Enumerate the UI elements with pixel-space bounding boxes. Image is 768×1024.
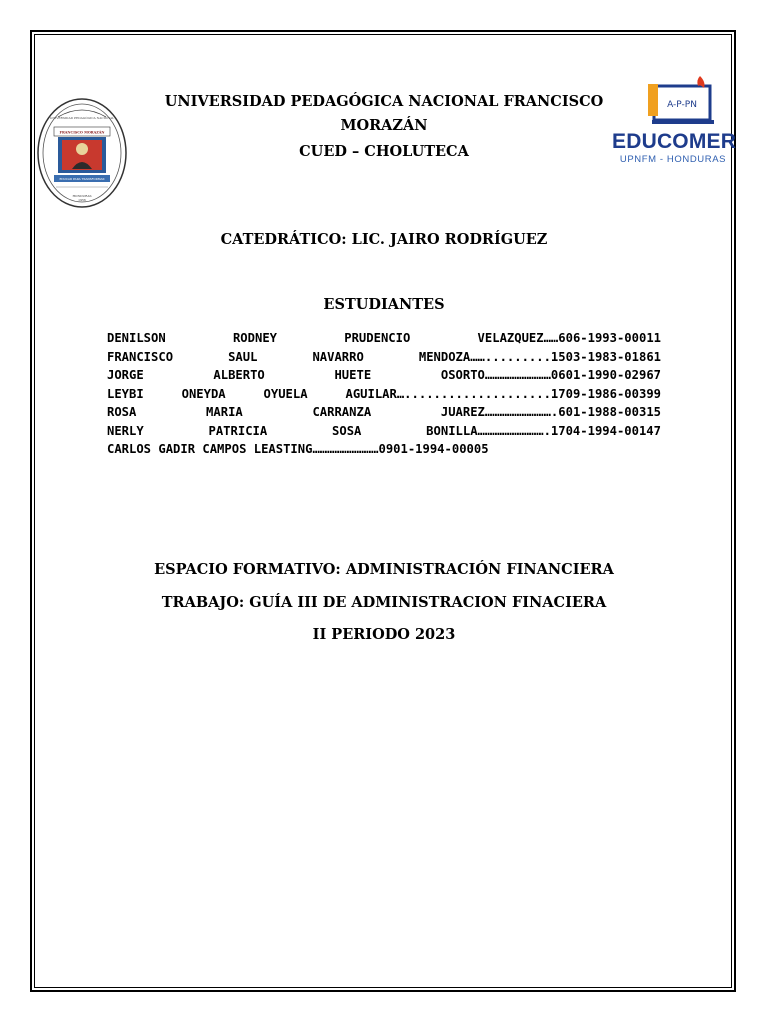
seal-motto: EDUCAR PARA TRANSFORMAR bbox=[59, 177, 105, 181]
student-row: ROSA MARIA CARRANZA JUAREZ……………………….601-1988-00315 bbox=[107, 405, 661, 419]
student-row: DENILSON RODNEY PRUDENCIO VELAZQUEZ……606-1993-00011 bbox=[107, 331, 661, 345]
campus-name: CUED – CHOLUTECA bbox=[299, 143, 469, 160]
student-row: FRANCISCO SAUL NAVARRO MENDOZA…….........1503-1983-01861 bbox=[107, 349, 661, 364]
assignment-title: TRABAJO: GUÍA III DE ADMINISTRACION FINACIERA bbox=[161, 594, 607, 611]
seal-year: 1956 bbox=[78, 198, 86, 202]
student-row: NERLY PATRICIA SOSA BONILLA……………………….1704-1994-00147 bbox=[107, 423, 661, 438]
page-border-inner bbox=[34, 34, 737, 988]
period: II PERIODO 2023 bbox=[312, 626, 456, 643]
seal-banner: FRANCISCO MORAZÁN bbox=[59, 130, 105, 135]
seal-bottom-text: HONDURAS bbox=[72, 194, 92, 198]
logo-subtitle: UPNFM - HONDURAS bbox=[619, 154, 727, 165]
student-row: LEYBI ONEYDA OYUELA AGUILAR…....................1709-1986-00399 bbox=[107, 386, 661, 401]
professor: CATEDRÁTICO: LIC. JAIRO RODRÍGUEZ bbox=[220, 231, 548, 248]
seal-top-text: UNIVERSIDAD PEDAGÓGICA NACIONAL bbox=[49, 116, 115, 120]
student-row: CARLOS GADIR CAMPOS LEASTING………………………0901-1994-00005 bbox=[107, 442, 489, 456]
logo-badge: A-P-PN bbox=[667, 100, 697, 110]
logo-name: EDUCOMER bbox=[612, 130, 737, 153]
course-title: ESPACIO FORMATIVO: ADMINISTRACIÓN FINANCIERA bbox=[154, 561, 614, 578]
university-name-line2: MORAZÁN bbox=[340, 117, 428, 134]
university-name-line1: UNIVERSIDAD PEDAGÓGICA NACIONAL FRANCISCO bbox=[164, 93, 604, 110]
student-row: JORGE ALBERTO HUETE OSORTO………………………0601-1990-02967 bbox=[107, 368, 661, 382]
students-heading: ESTUDIANTES bbox=[323, 296, 445, 313]
students-list bbox=[107, 329, 661, 459]
